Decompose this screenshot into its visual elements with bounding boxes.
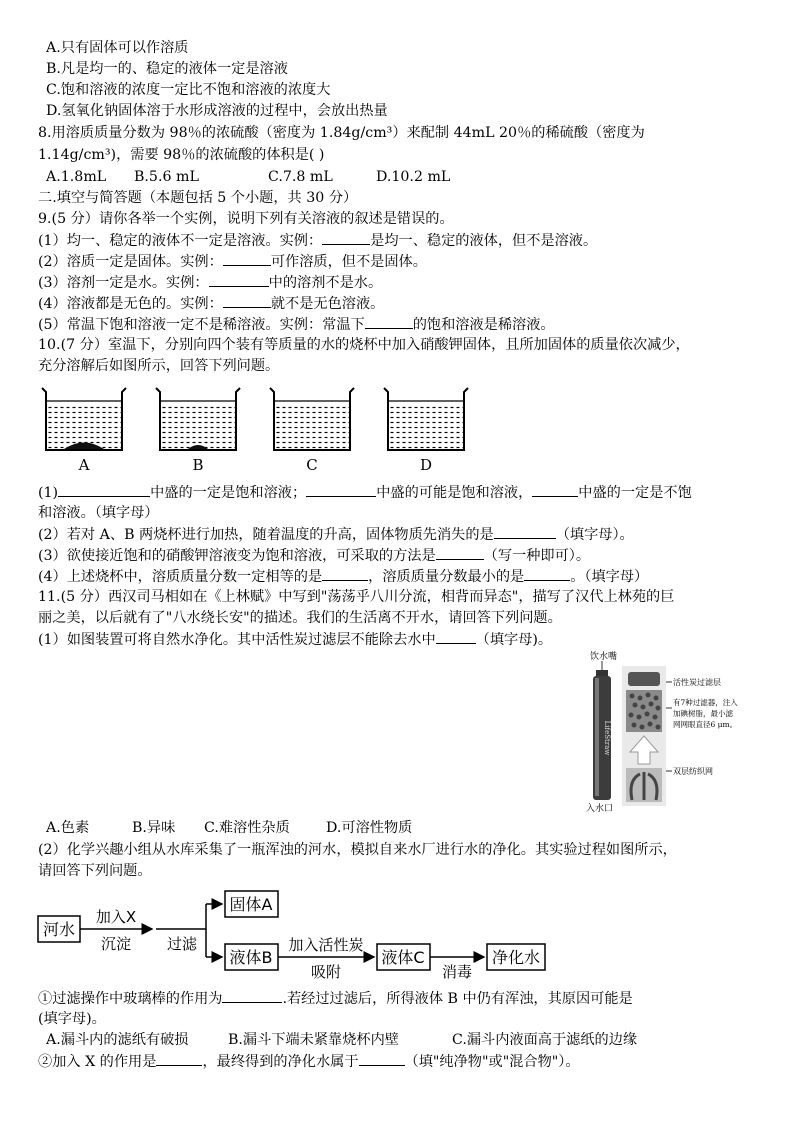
q11-options	[46, 818, 412, 838]
q11-s1-text-2: （填字母)。	[475, 632, 553, 648]
device-top-label: 饮水嘴	[590, 652, 618, 662]
q10-s4-text-3: 。（填字母）	[570, 569, 649, 585]
beaker-label-a: A	[78, 456, 90, 474]
q10-question-1	[38, 482, 692, 503]
q11-option-d: D.可溶性物质	[326, 820, 413, 836]
q9-s3-text: (3）溶剂一定是水。实例：	[38, 275, 209, 291]
flow-solid-a: 固体A	[229, 895, 273, 914]
q8-option-d: D.10.2 mL	[376, 169, 451, 185]
q11-sub-1	[38, 988, 633, 1009]
q9-s1-text-2: 是均一、稳定的液体，但不是溶液。	[370, 233, 598, 249]
device-label-filters-1: 有7种过滤器，注入	[673, 698, 738, 707]
q10-blank-6[interactable]	[322, 566, 368, 581]
q10-s1-text-2: 中盛的可能是饱和溶液，	[376, 485, 533, 501]
q11-c1-text: ①过滤操作中玻璃棒的作用为	[38, 991, 223, 1007]
q11-intro-2: 丽之美，以后就有了"八水绕长安"的描述。我们的生活离不开水，请回答下列问题。	[38, 610, 562, 626]
flow-settle: 沉淀	[100, 935, 132, 953]
device-label-filters-2: 加碘树脂，最小滤	[673, 709, 733, 718]
q10-s2-text-2: （填字母）。	[555, 527, 634, 543]
q9-intro: 9.(5 分）请你各举一个实例，说明下列有关溶液的叙述是错误的。	[38, 211, 454, 227]
beaker-label-d: D	[419, 456, 433, 474]
q11-c1-text-2: .若经过过滤后，所得液体 B 中仍有浑浊，其原因可能是	[282, 991, 633, 1007]
q11-sub-2	[38, 1051, 580, 1072]
flow-filter: 过滤	[166, 935, 198, 953]
q10-question-4	[38, 566, 648, 587]
q11-intro-1: 11.(5 分）西汉司马相如在《上林赋》中写到"荡荡乎八川分流，相背而异态"，描写了汉代上林苑的巨	[38, 589, 675, 605]
q10-s4-text-2: ，溶质质量分数最小的是	[368, 569, 525, 585]
q9-blank-3[interactable]	[209, 272, 269, 287]
q9-blank-2[interactable]	[223, 251, 271, 266]
flow-liquid-c: 液体C	[381, 948, 425, 967]
q8-option-c: C.7.8 mL	[268, 169, 333, 185]
q9-statement-4	[38, 293, 384, 314]
filter-cross-section	[622, 666, 666, 806]
q9-s5-text: (5）常温下饱和溶液一定不是稀溶液。实例：常温下	[38, 317, 365, 333]
beaker-a	[42, 388, 126, 450]
q10-s3-text: (3）欲使接近饱和的硝酸钾溶液变为饱和溶液，可采取的方法是	[38, 548, 436, 564]
device-label-mesh: 双层纺织网	[673, 767, 713, 776]
q11-sub-1-options	[46, 1030, 637, 1050]
purification-flow-diagram	[36, 884, 556, 984]
q8-line2: 1.14g/cm³)，需要 98％的浓硫酸的体积是( )	[38, 147, 325, 163]
carbon-layer-icon	[628, 672, 660, 686]
q11-s1-text: (1）如图装置可将自然水净化。其中活性炭过滤层不能除去水中	[38, 632, 436, 648]
q11-c-option-a: A.漏斗内的滤纸有破损	[46, 1032, 189, 1048]
flow-adsorb: 吸附	[310, 963, 342, 981]
q11-option-a: A.色素	[46, 820, 90, 836]
section2-title: 二.填空与简答题（本题包括 5 个小题，共 30 分）	[38, 190, 358, 206]
q10-question-3	[38, 545, 590, 566]
q8-line1: 8.用溶质质量分数为 98％的浓硫酸（密度为 1.84g/cm³）来配制 44mL 20％的稀硫酸（密度为	[38, 125, 645, 141]
q10-s3-text-2: （写一种即可）。	[483, 548, 591, 564]
beaker-d	[384, 388, 468, 450]
q9-statement-2	[38, 251, 427, 272]
q11-c-option-c: C.漏斗内液面高于滤纸的边缘	[452, 1032, 638, 1048]
q9-statement-5	[38, 314, 555, 335]
device-bottom-label: 入水口	[586, 804, 614, 814]
device-label-carbon: 活性炭过滤层	[673, 678, 721, 687]
q7-option-c: C.饱和溶液的浓度一定比不饱和溶液的浓度大	[46, 82, 331, 98]
q10-s4-text: (4）上述烧杯中，溶质质量分数一定相等的是	[38, 569, 323, 585]
q10-blank-2[interactable]	[306, 482, 376, 497]
q11-question-2: (2）化学兴趣小组从水库采集了一瓶浑浊的河水，模拟自来水厂进行水的净化。其实验过程如图所示，	[38, 842, 677, 858]
beaker-b	[156, 388, 240, 450]
q11-option-b: B.异味	[132, 820, 176, 836]
q11-c2-text: ②加入 X 的作用是	[38, 1054, 157, 1070]
q10-s1-text-3: 中盛的一定是不饱	[578, 485, 692, 501]
q9-s5-text-2: 的饱和溶液是稀溶液。	[412, 317, 555, 333]
q10-blank-4[interactable]	[494, 524, 556, 539]
q9-blank-1[interactable]	[322, 230, 370, 245]
water-filter-device	[580, 648, 770, 816]
device-brand: LifeStraw	[603, 720, 611, 756]
q10-intro-1: 10.(7 分）室温下，分别向四个装有等质量的水的烧杯中加入硝酸钾固体，且所加固体的质量依次减少，	[38, 337, 690, 353]
flow-river: 河水	[42, 920, 76, 939]
beaker-label-b: B	[192, 456, 204, 474]
q11-sub-1-cont: (填字母)。	[38, 1011, 106, 1027]
q9-s2-text-2: 可作溶质，但不是固体。	[270, 254, 427, 270]
q9-s4-text-2: 就不是无色溶液。	[270, 296, 385, 312]
q7-option-b: B.凡是均一的、稳定的液体一定是溶液	[46, 61, 288, 77]
q9-s1-text: (1）均一、稳定的液体不一定是溶液。实例：	[38, 233, 323, 249]
flow-disinfect: 消毒	[441, 963, 473, 981]
q10-question-2	[38, 524, 634, 545]
q11-blank-3[interactable]	[156, 1051, 202, 1066]
q11-option-c: C.难溶性杂质	[204, 820, 290, 836]
q11-blank-4[interactable]	[359, 1051, 405, 1066]
q7-option-d: D.氢氧化钠固体溶于水形成溶液的过程中，会放出热量	[46, 103, 388, 119]
q9-s3-text-2: 中的溶剂不是水。	[268, 275, 383, 291]
q8-option-b: B.5.6 mL	[134, 169, 199, 185]
q11-c-option-b: B.漏斗下端未紧靠烧杯内壁	[228, 1032, 399, 1048]
q8-option-a: A.1.8mL	[46, 169, 107, 185]
q11-blank-1[interactable]	[436, 629, 476, 644]
q10-intro-2: 充分溶解后如图所示，回答下列问题。	[38, 358, 280, 374]
q11-c2-text-3: （填"纯净物"或"混合物"）。	[404, 1054, 580, 1070]
q9-blank-5[interactable]	[365, 314, 413, 329]
beaker-figure	[30, 380, 480, 480]
q9-blank-4[interactable]	[223, 293, 271, 308]
q10-blank-5[interactable]	[436, 545, 484, 560]
flow-add-carbon: 加入活性炭	[288, 936, 364, 954]
q10-blank-7[interactable]	[524, 566, 570, 581]
q10-s1-prefix: (1)	[38, 485, 59, 501]
beaker-label-c: C	[306, 456, 318, 474]
q9-s4-text: (4）溶液都是无色的。实例：	[38, 296, 223, 312]
flow-add-x: 加入X	[95, 908, 137, 926]
q11-blank-2[interactable]	[222, 988, 282, 1003]
q9-s2-text: (2）溶质一定是固体。实例：	[38, 254, 223, 270]
q10-blank-1[interactable]	[58, 482, 150, 497]
q10-blank-3[interactable]	[532, 482, 578, 497]
q11-question-1	[38, 629, 552, 650]
beaker-c	[270, 388, 354, 450]
q10-question-1-cont: 和溶液。（填字母）	[38, 505, 159, 521]
flow-liquid-b: 液体B	[229, 948, 273, 967]
q10-s2-text: (2）若对 A、B 两烧杯进行加热，随着温度的升高，固体物质先消失的是	[38, 527, 494, 543]
device-label-filters-3: 网网眼直径6 μm。	[673, 720, 738, 729]
q9-statement-3	[38, 272, 382, 293]
q11-question-2-cont: 请回答下列问题。	[38, 863, 152, 879]
q9-statement-1	[38, 230, 597, 251]
q10-s1-text: 中盛的一定是饱和溶液；	[150, 485, 307, 501]
flow-pure-water: 净化水	[491, 948, 541, 967]
q7-option-a: A.只有固体可以作溶质	[46, 40, 189, 56]
q8-options	[46, 167, 450, 187]
q11-c2-text-2: ，最终得到的净化水属于	[202, 1054, 359, 1070]
